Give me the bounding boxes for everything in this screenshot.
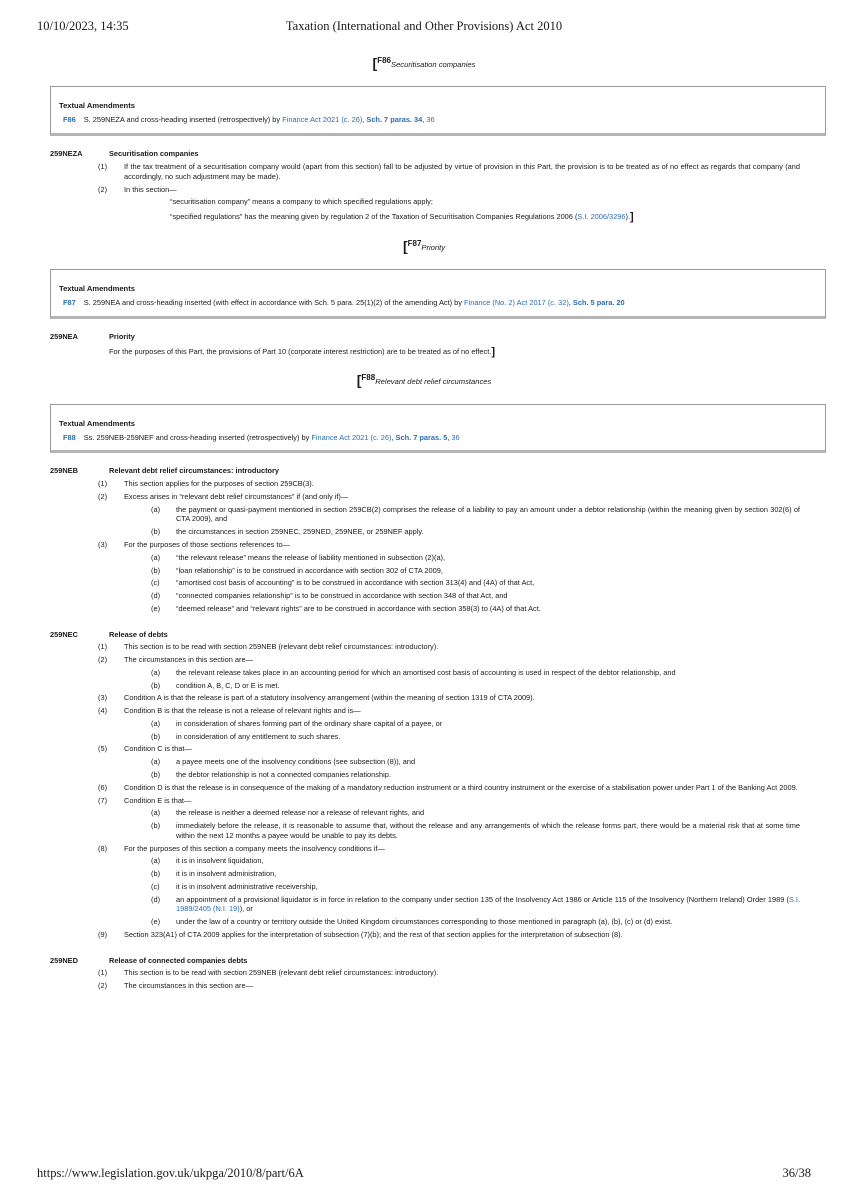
paragraph: (1) This section is to be read with section 259NEB (relevant debt relief circumstances: introductory). — [98, 968, 439, 978]
footnote-ref-f86[interactable]: F86 — [377, 56, 392, 65]
section-259NEC-container — [0, 630, 848, 892]
section-title: Release of debts — [109, 629, 168, 639]
paragraph: (2) The circumstances in this section are— — [98, 655, 253, 665]
page-number: 36/38 — [782, 1166, 811, 1180]
paragraph: (2) The circumstances in this section are— — [98, 981, 253, 991]
cross-heading-f88: [F88Relevant debt relief circumstances — [356, 372, 492, 389]
amendment-ref-f88: F88 — [63, 432, 76, 442]
link-si-2006-3296[interactable]: S.I. 2006/3296 — [577, 212, 626, 222]
paragraph: (2) Excess arises in “relevant debt relief circumstances” if (and only if)— — [98, 491, 349, 501]
section-number: 259NEB — [50, 466, 78, 476]
sub-paragraph: (b) “loan relationship” is to be construed in accordance with section 302 of CTA 2009, — [151, 565, 443, 575]
definition: “specified regulations” has the meaning given by regulation 2 of the Taxation of Securitisation Companies Regulations 2006 (S.I. 2006/3296).] — [170, 211, 634, 224]
section-title: Securitisation companies — [109, 149, 199, 159]
sub-paragraph: (a) the release is neither a deemed release nor a release of relevant rights, and — [151, 808, 425, 818]
paragraph: (8) For the purposes of this section a company meets the insolvency conditions if— — [98, 843, 385, 853]
document-body — [0, 48, 848, 991]
amendments-title: Textual Amendments — [59, 101, 135, 111]
link-si-1989-2405[interactable]: S.I. 1989/2405 (N.I. 19) — [176, 894, 800, 914]
section-259NEA — [0, 332, 848, 342]
sub-paragraph: (b) the circumstances in section 259NEC, 259NED, 259NEE, or 259NEF apply. — [151, 527, 424, 537]
sub-paragraph: (e) “deemed release” and “relevant rights” are to be construed in accordance with section 358(3) to (4A) of that Act. — [151, 603, 541, 613]
link-finance-act-2021[interactable]: Finance Act 2021 (c. 26) — [282, 115, 363, 125]
section-title: Relevant debt relief circumstances: introductory — [109, 466, 280, 476]
sub-paragraph: (b) the debtor relationship is not a connected companies relationship. — [151, 769, 391, 779]
paragraph: (5) Condition C is that— — [98, 744, 192, 754]
paragraph: (7) Condition E is that— — [98, 795, 192, 805]
definition: “securitisation company” means a company to which specified regulations apply; — [170, 197, 433, 207]
amendment-ref-f86: F86 — [63, 115, 76, 125]
sub-paragraph: (e) under the law of a country or territory outside the United Kingdom circumstances corresponding to those mentioned in paragraph (a), (b), (c) or (d) exist. — [151, 917, 673, 927]
amendment-ref-f87: F87 — [63, 298, 76, 308]
paragraph: (9) Section 323(A1) of CTA 2009 applies for the interpretation of subsection (7)(b); and the rest of that section applies for the interpretation of subsection (8). — [98, 929, 623, 939]
link-finance-act-2021[interactable]: Finance Act 2021 (c. 26) — [311, 432, 392, 442]
section-259NEZA — [0, 149, 848, 159]
sub-paragraph: (b) condition A, B, C, D or E is met. — [151, 680, 280, 690]
section-title: Release of connected companies debts — [109, 955, 248, 965]
section-259NEB-container — [0, 466, 848, 613]
link-para-36[interactable]: 36 — [451, 432, 460, 442]
link-finance-no2-act-2017[interactable]: Finance (No. 2) Act 2017 (c. 32) — [464, 298, 569, 308]
sub-paragraph: (b) in consideration of any entitlement to such shares. — [151, 731, 341, 741]
paragraph: (3) Condition A is that the release is part of a statutory insolvency arrangement (within the meaning of section 1319 of CTA 2009). — [98, 693, 535, 703]
section-number: 259NEA — [50, 331, 78, 341]
amendments-title: Textual Amendments — [59, 418, 135, 428]
sub-paragraph: (a) a payee meets one of the insolvency conditions (see subsection (8)), and — [151, 757, 416, 767]
section-number: 259NED — [50, 955, 78, 965]
print-datetime: 10/10/2023, 14:35 — [37, 19, 129, 33]
sub-paragraph: (b) immediately before the release, it is reasonable to assume that, without the release and any arrangements of which the release forms part, there would be a material risk that at some time within the next 12 months a payee would be unable to pay its debts. — [151, 821, 800, 840]
paragraph: (1) If the tax treatment of a securitisation company would (apart from this section) fall to be adjusted by virtue of provision in this Part, the provision is to be treated as of no effect as regards that company (and accordingly, no such adjustment may be made). — [98, 162, 800, 181]
section-number: 259NEC — [50, 629, 78, 639]
paragraph: (1) This section is to be read with section 259NEB (relevant debt relief circumstances: introductory). — [98, 642, 439, 652]
cross-heading-f86: [F86Securitisation companies — [372, 55, 476, 71]
sub-paragraph: (b) it is in insolvent administration, — [151, 869, 277, 879]
sub-paragraph: (a) “the relevant release” means the release of liability mentioned in subsection (2)(a), — [151, 552, 446, 562]
section-number: 259NEZA — [50, 149, 83, 159]
section-259NEB — [0, 466, 848, 476]
sub-paragraph: (c) “amortised cost basis of accounting” is to be construed in accordance with section 313(4) and (4A) of that Act, — [151, 578, 535, 588]
link-sch7-paras5[interactable]: Sch. 7 paras. 5 — [395, 432, 448, 442]
sub-paragraph: (a) the relevant release takes place in an accounting period for which an amortised cost basis of accounting is used in respect of the debtor relationship, and — [151, 667, 676, 677]
footnote-ref-f88[interactable]: F88 — [361, 373, 376, 383]
document-title: Taxation (International and Other Provisions) Act 2010 — [285, 19, 563, 33]
section-259NEC — [0, 630, 848, 640]
paragraph: (3) For the purposes of those sections references to— — [98, 539, 290, 549]
sub-paragraph: (a) it is in insolvent liquidation, — [151, 856, 264, 866]
sub-paragraph: (c) it is in insolvent administrative receivership, — [151, 881, 318, 891]
sub-paragraph: (d) an appointment of a provisional liquidator is in force in relation to the company under section 135 of the Insolvency Act 1986 or Article 115 of the Insolvency (Northern Ireland) Order 1989 (S.I. 1989/2405 (N.I. 19)), or — [151, 894, 800, 914]
page-url: https://www.legislation.gov.uk/ukpga/2010/8/part/6A — [37, 1166, 304, 1180]
section-text: For the purposes of this Part, the provisions of Part 10 (corporate interest restriction) are to be treated as of no effect.] — [109, 345, 495, 358]
paragraph: (1) This section applies for the purposes of section 259CB(3). — [98, 479, 314, 489]
textual-amendments-box-f88: Textual Amendments F88 Ss. 259NEB-259NEF and cross-heading inserted (retrospectively) by Finance Act 2021 (c. 26), Sch. 7 paras. 5, 36 — [50, 404, 826, 454]
cross-heading-f87: [F87Priority — [402, 237, 446, 254]
paragraph: (6) Condition D is that the release is in consequence of the making of a mandatory reduction instrument or a third country instrument or the exercise of a stabilisation power under Part 1 of the Banking Act 2009. — [98, 782, 798, 792]
sub-paragraph: (a) the payment or quasi-payment mentioned in section 259CB(2) comprises the release of a liability to pay an amount under a debtor relationship (within the meaning given by section 302(6) of CTA 2009), and — [151, 504, 800, 524]
section-title: Priority — [109, 331, 135, 341]
link-para-36[interactable]: 36 — [426, 115, 435, 125]
textual-amendments-box-f87: Textual Amendments F87 S. 259NEA and cross-heading inserted (with effect in accordance with Sch. 5 para. 25(1)(2) of the amending Act) by Finance (No. 2) Act 2017 (c. 32), Sch. 5 para. 20 — [50, 269, 826, 319]
amendments-title: Textual Amendments — [59, 284, 135, 294]
section-259NED — [0, 956, 848, 966]
sub-paragraph: (d) “connected companies relationship” is to be construed in accordance with section 348 of that Act, and — [151, 591, 508, 601]
paragraph: (4) Condition B is that the release is not a release of relevant rights and is— — [98, 706, 361, 716]
footnote-ref-f87[interactable]: F87 — [407, 238, 422, 248]
textual-amendments-box-f86: Textual Amendments F86 S. 259NEZA and cross-heading inserted (retrospectively) by Finance Act 2021 (c. 26), Sch. 7 paras. 34, 36 — [50, 86, 826, 136]
closing-bracket: ] — [491, 345, 495, 358]
sub-paragraph: (a) in consideration of shares forming part of the ordinary share capital of a payee, or — [151, 718, 443, 728]
link-sch7-paras34[interactable]: Sch. 7 paras. 34 — [366, 115, 423, 125]
closing-bracket: ] — [630, 211, 634, 224]
link-sch5-para20[interactable]: Sch. 5 para. 20 — [572, 298, 625, 308]
paragraph: (2) In this section— — [98, 184, 177, 194]
